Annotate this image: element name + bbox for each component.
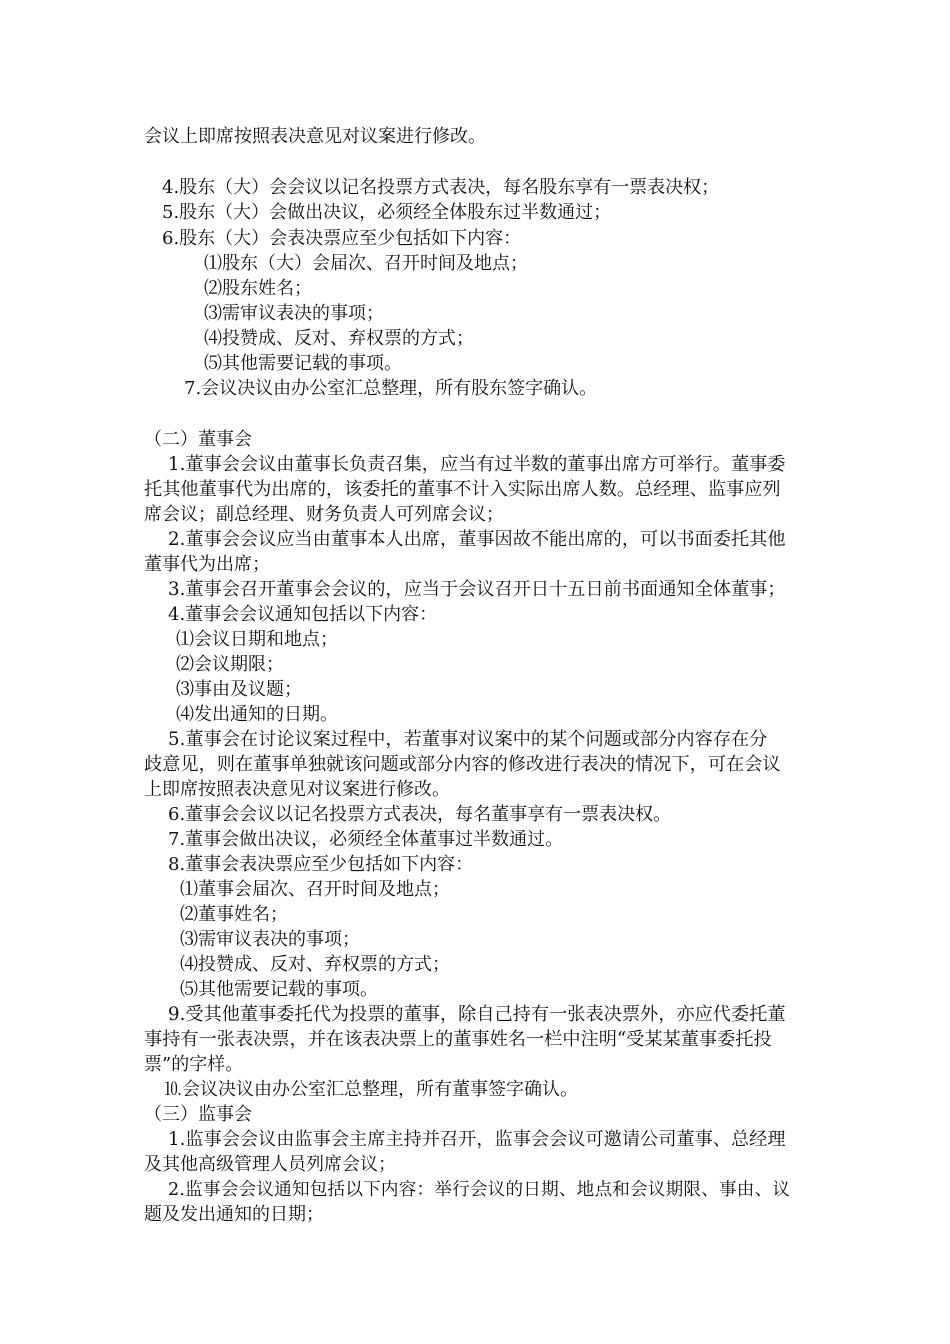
board-ballot-subitem-4: ⑷投赞成、反对、弃权票的方式； bbox=[180, 954, 450, 975]
section-heading-supervisors: （三）监事会 bbox=[144, 1104, 252, 1125]
supervisors-line-3: 2.监事会会议通知包括以下内容：举行会议的日期、地点和会议期限、事由、议 bbox=[168, 1180, 791, 1200]
board-line-23: 9.受其他董事委托代为投票的董事，除自己持有一张表决票外，亦应代委托董 bbox=[168, 1004, 786, 1025]
supervisors-line-4: 题及发出通知的日期； bbox=[144, 1204, 324, 1225]
board-line-1: 1.董事会会议由董事长负责召集，应当有过半数的董事出席方可举行。董事委 bbox=[168, 454, 786, 475]
board-line-14: 上即席按照表决意见对议案进行修改。 bbox=[144, 779, 450, 800]
board-line-12: 5.董事会在讨论议案过程中，若董事对议案中的某个问题或部分内容存在分 bbox=[168, 729, 768, 750]
board-ballot-subitem-1: ⑴董事会届次、召开时间及地点； bbox=[180, 879, 450, 900]
section-heading-board: （二）董事会 bbox=[144, 429, 252, 450]
shareholders-item-7: 7.会议决议由办公室汇总整理，所有股东签字确认。 bbox=[184, 378, 598, 399]
paragraph-continuation: 会议上即席按照表决意见对议案进行修改。 bbox=[144, 126, 486, 147]
board-ballot-subitem-2: ⑵董事姓名； bbox=[180, 904, 288, 925]
shareholders-subitem-3: ⑶需审议表决的事项； bbox=[204, 303, 384, 324]
board-line-13: 歧意见，则在董事单独就该问题或部分内容的修改进行表决的情况下，可在会议 bbox=[144, 754, 781, 775]
board-line-2: 托其他董事代为出席的，该委托的董事不计入实际出席人数。总经理、监事应列 bbox=[144, 479, 781, 500]
board-subitem-4: ⑷发出通知的日期。 bbox=[176, 704, 338, 725]
board-line-25: 票”的字样。 bbox=[144, 1054, 244, 1075]
shareholders-item-6: 6.股东（大）会表决票应至少包括如下内容： bbox=[162, 228, 522, 249]
board-ballot-subitem-3: ⑶需审议表决的事项； bbox=[180, 929, 360, 950]
board-subitem-2: ⑵会议期限； bbox=[176, 654, 284, 675]
board-line-17: 8.董事会表决票应至少包括如下内容： bbox=[168, 854, 474, 875]
board-line-4: 2.董事会会议应当由董事本人出席，董事因故不能出席的，可以书面委托其他 bbox=[168, 529, 786, 550]
board-ballot-subitem-5: ⑸其他需要记载的事项。 bbox=[180, 979, 378, 1000]
board-line-24: 事持有一张表决票，并在该表决票上的董事姓名一栏中注明“受某某董事委托投 bbox=[144, 1029, 772, 1050]
shareholders-subitem-1: ⑴股东（大）会届次、召开时间及地点； bbox=[204, 253, 528, 274]
board-line-26: ⒑会议决议由办公室汇总整理，所有董事签字确认。 bbox=[164, 1079, 578, 1100]
shareholders-subitem-2: ⑵股东姓名； bbox=[204, 278, 312, 299]
board-subitem-3: ⑶事由及议题； bbox=[176, 679, 302, 700]
board-line-15: 6.董事会会议以记名投票方式表决，每名董事享有一票表决权。 bbox=[168, 804, 672, 825]
board-line-7: 4.董事会会议通知包括以下内容： bbox=[168, 604, 438, 625]
supervisors-line-2: 及其他高级管理人员列席会议； bbox=[144, 1154, 396, 1175]
shareholders-subitem-5: ⑸其他需要记载的事项。 bbox=[204, 353, 402, 374]
board-line-6: 3.董事会召开董事会会议的，应当于会议召开日十五日前书面通知全体董事； bbox=[168, 579, 786, 600]
supervisors-line-1: 1.监事会会议由监事会主席主持并召开，监事会会议可邀请公司董事、总经理 bbox=[168, 1129, 786, 1150]
board-line-3: 席会议；副总经理、财务负责人可列席会议； bbox=[144, 504, 504, 525]
board-subitem-1: ⑴会议日期和地点； bbox=[176, 629, 338, 650]
shareholders-subitem-4: ⑷投赞成、反对、弃权票的方式； bbox=[204, 328, 474, 349]
board-line-5: 董事代为出席； bbox=[144, 554, 270, 575]
shareholders-item-4: 4.股东（大）会会议以记名投票方式表决，每名股东享有一票表决权； bbox=[162, 177, 720, 198]
board-line-16: 7.董事会做出决议，必须经全体董事过半数通过。 bbox=[168, 829, 564, 850]
shareholders-item-5: 5.股东（大）会做出决议，必须经全体股东过半数通过； bbox=[162, 202, 612, 223]
